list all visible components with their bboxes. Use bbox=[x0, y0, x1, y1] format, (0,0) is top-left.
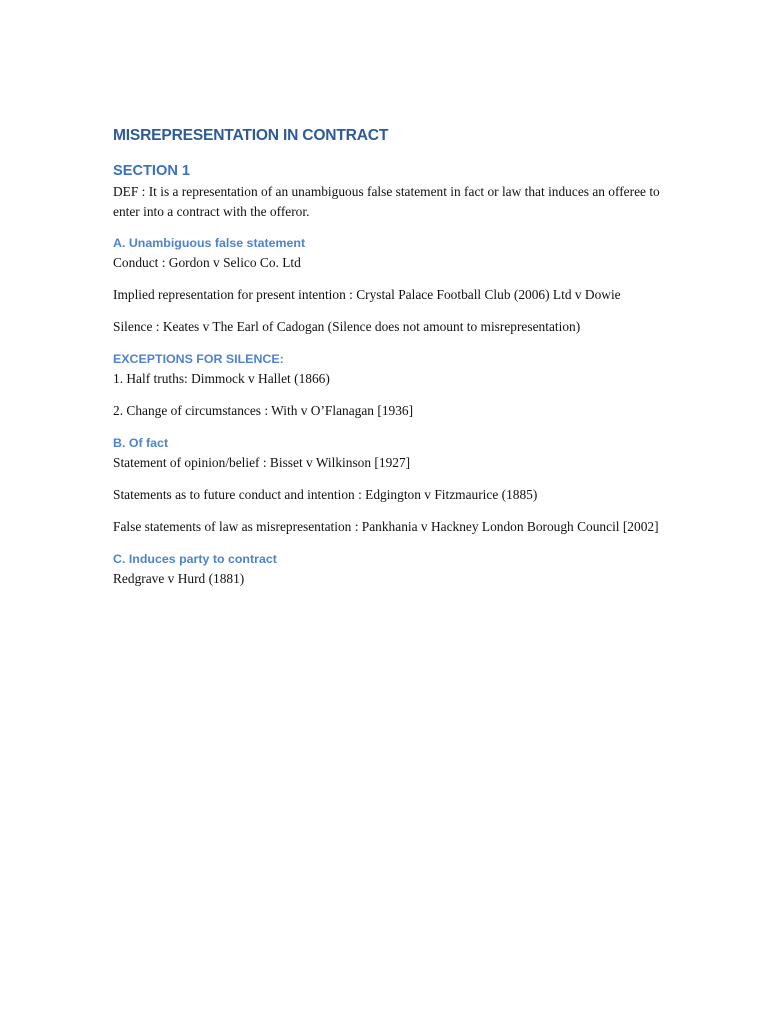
paragraph-opinion-belief: Statement of opinion/belief : Bisset v Wilkinson [1927] bbox=[113, 455, 411, 470]
paragraph-redgrave: Redgrave v Hurd (1881) bbox=[113, 571, 245, 586]
paragraph-implied-representation: Implied representation for present intention : Crystal Palace Football Club (2006) Ltd v Dowie bbox=[113, 287, 621, 302]
paragraph-statements-of-law: False statements of law as misrepresentation : Pankhania v Hackney London Borough Council [2002] bbox=[113, 519, 659, 534]
section-heading: SECTION 1 bbox=[113, 163, 191, 179]
document-page bbox=[113, 124, 673, 589]
paragraph-conduct: Conduct : Gordon v Selico Co. Ltd bbox=[113, 255, 301, 270]
subheading-induces-party: C. Induces party to contract bbox=[113, 552, 277, 566]
paragraph-future-conduct: Statements as to future conduct and intention : Edgington v Fitzmaurice (1885) bbox=[113, 487, 538, 502]
document-title: MISREPRESENTATION IN CONTRACT bbox=[113, 127, 389, 144]
subheading-of-fact: B. Of fact bbox=[113, 436, 169, 450]
paragraph-silence: Silence : Keates v The Earl of Cadogan (Silence does not amount to misrepresentation) bbox=[113, 319, 581, 334]
paragraph-half-truths: 1. Half truths: Dimmock v Hallet (1866) bbox=[113, 371, 330, 386]
subheading-unambiguous-false-statement: A. Unambiguous false statement bbox=[113, 236, 306, 250]
paragraph-change-of-circumstances: 2. Change of circumstances : With v O’Flanagan [1936] bbox=[113, 403, 414, 418]
subheading-exceptions-for-silence: EXCEPTIONS FOR SILENCE: bbox=[113, 352, 284, 366]
definition-text: DEF : It is a representation of an unambiguous false statement in fact or law that induces an offeree to enter into a contract with the offeror. bbox=[113, 184, 660, 219]
